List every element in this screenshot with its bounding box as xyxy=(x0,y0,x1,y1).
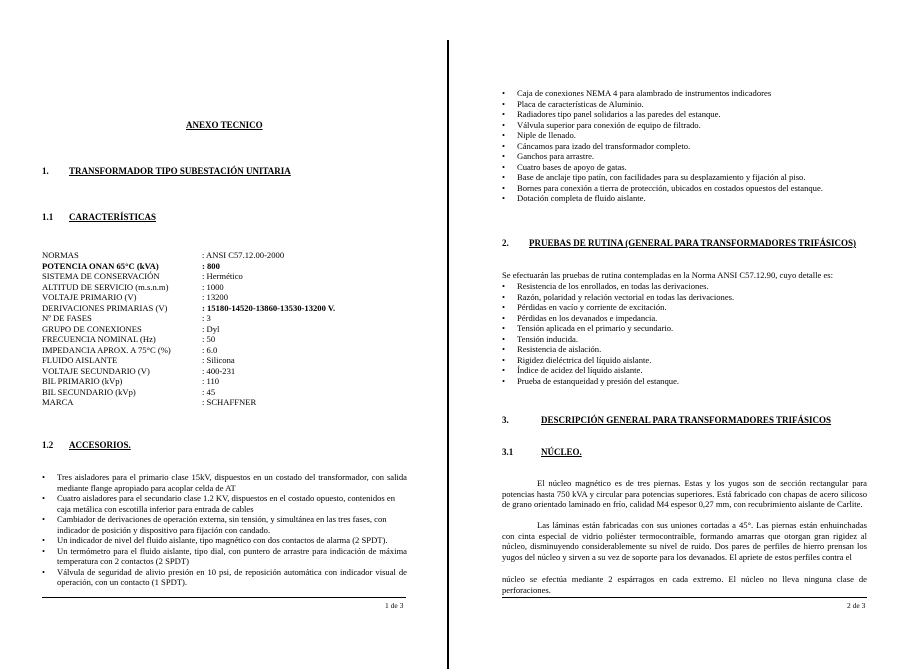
spec-label: Nº DE FASES xyxy=(42,313,92,323)
section-1-1-title: CARACTERÍSTICAS xyxy=(69,212,157,222)
list-item-text: Ganchos para arrastre. xyxy=(517,151,595,161)
list-item xyxy=(501,130,881,141)
list-item xyxy=(501,334,881,345)
list-item-text: Cáncamos para izado del transformador completo. xyxy=(517,140,691,151)
section-1-2-number: 1.2 xyxy=(42,440,54,450)
list-item xyxy=(501,323,881,334)
list-item-text: Caja de conexiones NEMA 4 para alambrado de instrumentos indicadores xyxy=(517,88,772,98)
bullet-icon: • xyxy=(502,182,506,193)
list-item-text: Resistencia de los enrollados, en todas las derivaciones. xyxy=(517,281,709,291)
section-3-title: DESCRIPCIÓN GENERAL PARA TRANSFORMADORES TRIFÁSICOS xyxy=(541,415,832,425)
spec-value: : 13200 xyxy=(202,292,229,302)
list-item xyxy=(41,514,407,535)
list-item-text: Rigidez dieléctrica del líquido aislante. xyxy=(517,354,652,365)
bullet-icon: • xyxy=(502,365,506,375)
spec-value: : 1000 xyxy=(202,281,224,292)
list-item-text: Dotación completa de fluido aislante. xyxy=(517,193,646,203)
spec-value: : Hermético xyxy=(202,271,243,281)
section-2-intro: Se efectuarán las pruebas de rutina contempladas en la Norma ANSI C57.12.90, cuyo detalle es: xyxy=(502,270,833,280)
list-item-text: Radiadores tipo panel solidarios a las paredes del estanque. xyxy=(517,109,721,119)
list-item xyxy=(501,120,881,131)
list-item xyxy=(41,472,407,493)
section-3-1-number: 3.1 xyxy=(502,447,514,457)
bullet-icon: • xyxy=(502,302,506,312)
list-item-text: Prueba de estanqueidad y presión del estanque. xyxy=(517,375,680,386)
section-2-number: 2. xyxy=(502,238,509,248)
section-1-title: TRANSFORMADOR TIPO SUBESTACIÓN UNITARIA xyxy=(69,166,291,176)
bullet-icon: • xyxy=(502,130,506,140)
spec-value: : 15180-14520-13860-13530-13200 V. xyxy=(202,302,336,313)
list-item xyxy=(501,162,881,173)
accesorios-list-continued xyxy=(501,88,881,204)
spec-value: : Dyl xyxy=(202,323,220,334)
spec-value: : 800 xyxy=(202,260,220,271)
core-paragraph-1: El núcleo magnético es de tres piernas. Estas y los yugos son de sección rectangular para potencias hasta 750 kVA y circular para potencias superiores. Está fabricado con chapas de acero silicoso de grano orientado laminado en frío, calidad M4 espesor 0,27 mm, con recubrimiento aislante de Carlite. xyxy=(502,478,867,510)
list-item xyxy=(501,141,881,152)
list-item xyxy=(501,281,881,292)
list-item-text: Tres aisladores para el primario clase 15kV, dispuestos en un costado del transformador, con salida mediante flange apropiado para acoplar celda de AT xyxy=(57,472,407,493)
bullet-icon: • xyxy=(502,375,506,386)
list-item xyxy=(41,535,407,546)
list-item xyxy=(501,376,881,387)
list-item xyxy=(501,193,881,204)
list-item xyxy=(501,109,881,120)
spec-label: GRUPO DE CONEXIONES xyxy=(42,323,142,334)
list-item-text: Pérdidas en vacío y corriente de excitación. xyxy=(517,302,667,312)
document-page-1 xyxy=(0,0,448,669)
bullet-icon: • xyxy=(502,109,506,119)
spec-label: VOLTAJE SECUNDARIO (V) xyxy=(42,365,150,376)
spec-value: : 400-231 xyxy=(202,365,236,376)
spec-label: FRECUENCIA NOMINAL (Hz) xyxy=(42,334,156,344)
spec-label: FLUIDO AISLANTE xyxy=(42,355,118,365)
list-item xyxy=(501,99,881,110)
footer-line xyxy=(42,597,406,598)
list-item xyxy=(41,546,407,567)
list-item-text: Placa de características de Aluminio. xyxy=(517,98,644,109)
list-item xyxy=(501,344,881,355)
bullet-icon: • xyxy=(42,514,46,524)
list-item-text: Razón, polaridad y relación vectorial en todas las derivaciones. xyxy=(517,291,735,302)
list-item-text: Tensión inducida. xyxy=(517,333,578,344)
list-item xyxy=(501,355,881,366)
bullet-icon: • xyxy=(502,119,506,130)
page-number: 2 de 3 xyxy=(847,601,866,610)
bullet-icon: • xyxy=(42,545,46,556)
list-item xyxy=(41,493,407,514)
bullet-icon: • xyxy=(502,193,506,203)
spec-value: : 110 xyxy=(202,376,220,386)
list-item-text: Niple de llenado. xyxy=(517,130,576,140)
spec-value: : SCHAFFNER xyxy=(202,397,257,407)
bullet-icon: • xyxy=(502,161,506,172)
list-item-text: Base de anclaje tipo patín, con facilidades para su desplazamiento y fijación al piso. xyxy=(517,172,806,182)
list-item xyxy=(501,292,881,303)
list-item xyxy=(501,313,881,324)
bullet-icon: • xyxy=(42,493,46,503)
list-item-text: Índice de acidez del líquido aislante. xyxy=(517,365,643,375)
spec-value: : 50 xyxy=(202,334,216,344)
list-item-text: Válvula superior para conexión de equipo de filtrado. xyxy=(517,119,701,130)
section-2-title: PRUEBAS DE RUTINA (GENERAL PARA TRANSFORMADORES TRIFÁSICOS) xyxy=(529,238,857,248)
spec-label: BIL SECUNDARIO (kVp) xyxy=(42,386,136,397)
bullet-icon: • xyxy=(502,312,506,323)
list-item xyxy=(501,302,881,313)
spec-label: DERIVACIONES PRIMARIAS (V) xyxy=(42,302,168,313)
list-item-text: Un indicador de nivel del fluido aislante, tipo magnético con dos contactos de alarma (2 SPDT). xyxy=(57,535,388,545)
bullet-icon: • xyxy=(42,472,46,482)
list-item xyxy=(501,183,881,194)
document-page-2 xyxy=(451,0,908,669)
page-number: 1 de 3 xyxy=(385,601,404,610)
accesorios-list xyxy=(41,472,407,588)
footer-line xyxy=(502,597,867,598)
spec-value: : Silicona xyxy=(202,355,235,365)
list-item-text: Cuatro bases de apoyo de gatas. xyxy=(517,161,627,172)
spec-label: NORMAS xyxy=(42,250,79,260)
list-item xyxy=(501,172,881,183)
list-item xyxy=(501,365,881,376)
section-1-number: 1. xyxy=(42,166,49,176)
list-item-text: Pérdidas en los devanados e impedancia. xyxy=(517,312,658,323)
section-3-number: 3. xyxy=(502,415,509,425)
bullet-icon: • xyxy=(502,172,506,182)
spec-value: : ANSI C57.12.00-2000 xyxy=(202,250,285,260)
bullet-icon: • xyxy=(42,566,46,577)
list-item-text: Cambiador de derivaciones de operación externa, sin tensión, y simultánea en las tres fases, con indicador de posición y dispositivo para fijación con candado. xyxy=(57,514,387,535)
bullet-icon: • xyxy=(502,140,506,151)
list-item xyxy=(501,151,881,162)
spec-value: : 6.0 xyxy=(202,344,218,355)
document-title: ANEXO TECNICO xyxy=(186,120,263,130)
pruebas-list xyxy=(501,281,881,386)
spec-label: MARCA xyxy=(42,397,74,407)
bullet-icon: • xyxy=(502,88,506,98)
core-paragraph-3: núcleo se efectúa mediante 2 espárragos en cada extremo. El núcleo no lleva ninguna clase de perforaciones. xyxy=(502,574,867,595)
spec-label: IMPEDANCIA APROX. A 75°C (%) xyxy=(42,344,171,355)
section-1-1-number: 1.1 xyxy=(42,212,54,222)
section-1-2-title: ACCESORIOS. xyxy=(69,440,131,450)
core-paragraph-2: Las láminas están fabricadas con sus uniones cortadas a 45°. Las piernas están enhuinchadas con cinta especial de vidrio poliéster termocontraíble, formando amarras que otorgan gran rigidez al núcleo, disminuyendo considerablemente su nivel de ruido. Dos pares de perfiles de hierro prensan los yugos del núcleo y sirven a su vez de soporte para los devanados. El apriete de estos perfiles contra el xyxy=(502,520,867,562)
list-item-text: Válvula de seguridad de alivio presión en 10 psi, de reposición automática con indicador visual de operación, con un contacto (1 SPDT). xyxy=(57,566,407,587)
bullet-icon: • xyxy=(502,354,506,365)
spec-label: ALTITUD DE SERVICIO (m.s.n.m) xyxy=(42,281,169,292)
bullet-icon: • xyxy=(42,535,46,545)
spec-value: : 3 xyxy=(202,313,211,323)
bullet-icon: • xyxy=(502,333,506,344)
bullet-icon: • xyxy=(502,281,506,291)
bullet-icon: • xyxy=(502,291,506,302)
list-item xyxy=(41,567,407,588)
section-3-1-title: NÚCLEO. xyxy=(541,447,582,457)
list-item-text: Cuatro aisladores para el secundario clase 1.2 KV, dispuestos en el costado opuesto, contenidos en caja metálica con escotilla inferior para entrada de cables xyxy=(57,493,396,514)
bullet-icon: • xyxy=(502,98,506,109)
spec-value: : 45 xyxy=(202,386,216,397)
spec-label: VOLTAJE PRIMARIO (V) xyxy=(42,292,137,302)
bullet-icon: • xyxy=(502,323,506,333)
spec-label: BIL PRIMARIO (kVp) xyxy=(42,376,123,386)
spec-label: POTENCIA ONAN 65°C (kVA) xyxy=(42,260,159,271)
spec-label: SISTEMA DE CONSERVACIÓN xyxy=(42,271,160,281)
bullet-icon: • xyxy=(502,344,506,354)
list-item-text: Bornes para conexión a tierra de protección, ubicados en costados opuestos del estanque. xyxy=(517,182,823,193)
list-item-text: Un termómetro para el fluido aislante, tipo dial, con puntero de arrastre para indicación de máxima temperatura con 2 contactos (2 SPDT) xyxy=(57,545,407,566)
list-item xyxy=(501,88,881,99)
bullet-icon: • xyxy=(502,151,506,161)
list-item-text: Resistencia de aislación. xyxy=(517,344,602,354)
list-item-text: Tensión aplicada en el primario y secundario. xyxy=(517,323,674,333)
